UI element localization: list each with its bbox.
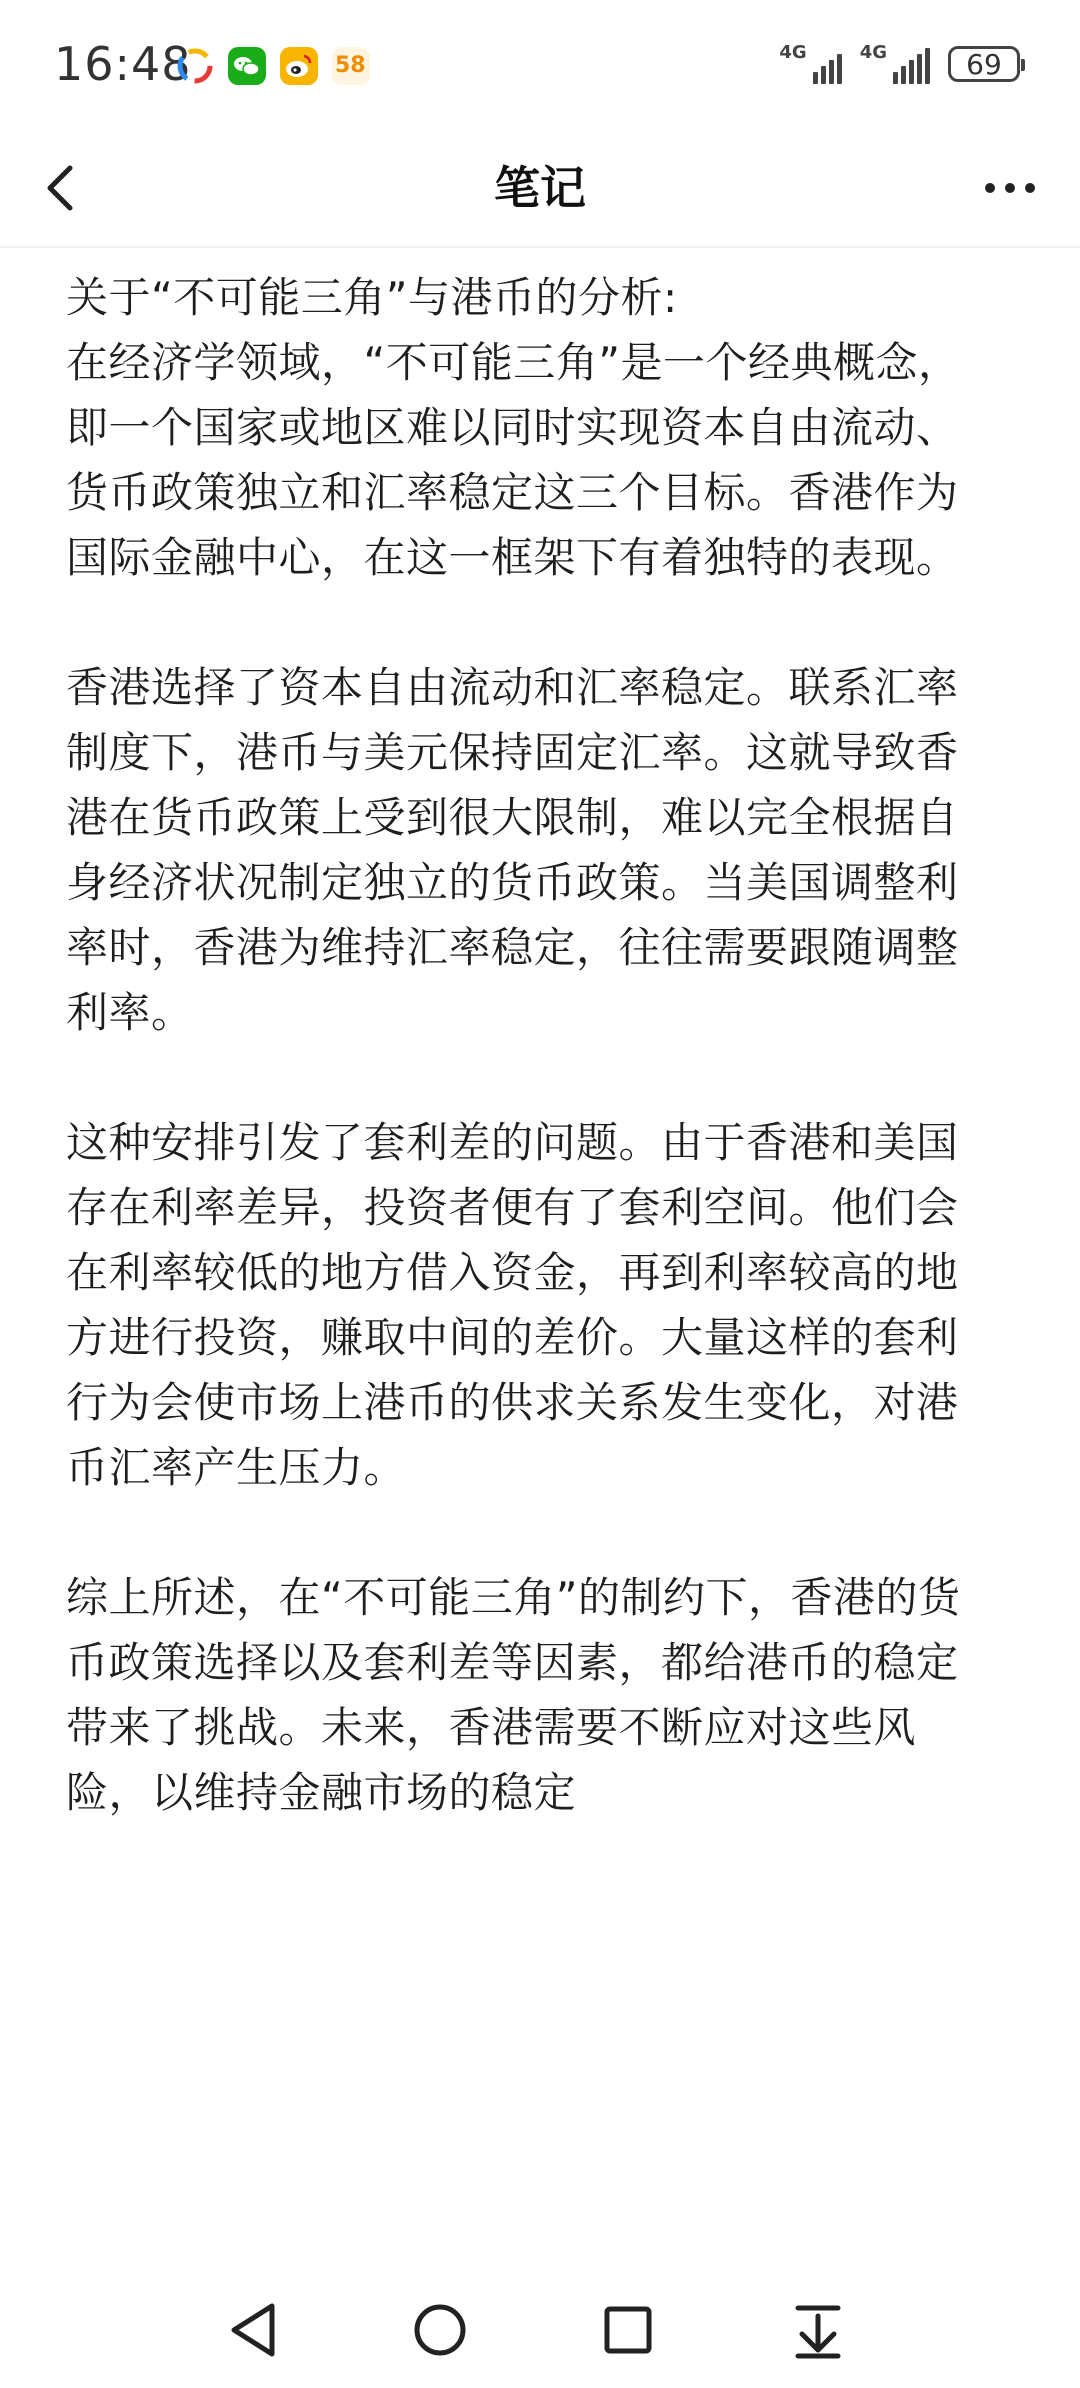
status-bar bbox=[0, 0, 1080, 130]
58-app-icon bbox=[332, 47, 370, 85]
system-nav-bar bbox=[0, 2270, 1080, 2388]
status-time: 16:48 bbox=[54, 37, 192, 91]
note-paragraph-1: 在经济学领域，“不可能三角”是一个经典概念，即一个国家或地区难以同时实现资本自由流动、货币政策独立和汇率稳定这三个目标。香港作为国际金融中心，在这一框架下有着独特的表现。 bbox=[66, 338, 961, 582]
nav-home-button[interactable] bbox=[400, 2290, 480, 2370]
signal-1-icon bbox=[779, 44, 841, 84]
notification-icons bbox=[176, 46, 370, 86]
system-indicators bbox=[779, 44, 1020, 84]
note-content[interactable] bbox=[66, 265, 986, 1825]
collapse-down-icon bbox=[790, 2300, 846, 2360]
network-type-2: 4G bbox=[859, 42, 887, 63]
network-type-1: 4G bbox=[779, 42, 807, 63]
recents-square-icon bbox=[600, 2302, 656, 2358]
cloud-app-icon bbox=[176, 47, 214, 85]
note-paragraph-2: 香港选择了资本自由流动和汇率稳定。联系汇率制度下，港币与美元保持固定汇率。这就导致香港在货币政策上受到很大限制，难以完全根据自身经济状况制定独立的货币政策。当美国调整利率时，香港为维持汇率稳定，往往需要跟随调整利率。 bbox=[66, 663, 959, 1037]
page-title: 笔记 bbox=[494, 161, 586, 215]
note-title-line: 关于“不可能三角”与港币的分析: bbox=[66, 273, 678, 322]
battery-level: 69 bbox=[966, 47, 1002, 81]
weibo-icon bbox=[280, 47, 318, 85]
back-triangle-icon bbox=[226, 2300, 282, 2360]
paragraph-spacer bbox=[66, 590, 986, 655]
signal-2-icon bbox=[860, 44, 930, 84]
paragraph-spacer bbox=[66, 1045, 986, 1110]
more-options-button[interactable] bbox=[970, 156, 1050, 220]
note-paragraph-3: 这种安排引发了套利差的问题。由于香港和美国存在利率差异，投资者便有了套利空间。他们会在利率较低的地方借入资金，再到利率较高的地方进行投资，赚取中间的差价。大量这样的套利行为会使市场上港币的供求关系发生变化，对港币汇率产生压力。 bbox=[66, 1118, 959, 1492]
nav-collapse-button[interactable] bbox=[778, 2290, 858, 2370]
paragraph-spacer bbox=[66, 1500, 986, 1565]
battery-icon bbox=[948, 46, 1020, 82]
app-header bbox=[0, 130, 1080, 248]
nav-recents-button[interactable] bbox=[588, 2290, 668, 2370]
home-circle-icon bbox=[410, 2300, 470, 2360]
wechat-icon bbox=[228, 47, 266, 85]
nav-back-button[interactable] bbox=[214, 2290, 294, 2370]
more-horizontal-icon bbox=[980, 178, 1040, 198]
note-paragraph-4: 综上所述，在“不可能三角”的制约下，香港的货币政策选择以及套利差等因素，都给港币的稳定带来了挑战。未来，香港需要不断应对这些风险，以维持金融市场的稳定 bbox=[66, 1573, 961, 1817]
58-app-label: 58 bbox=[335, 53, 366, 78]
